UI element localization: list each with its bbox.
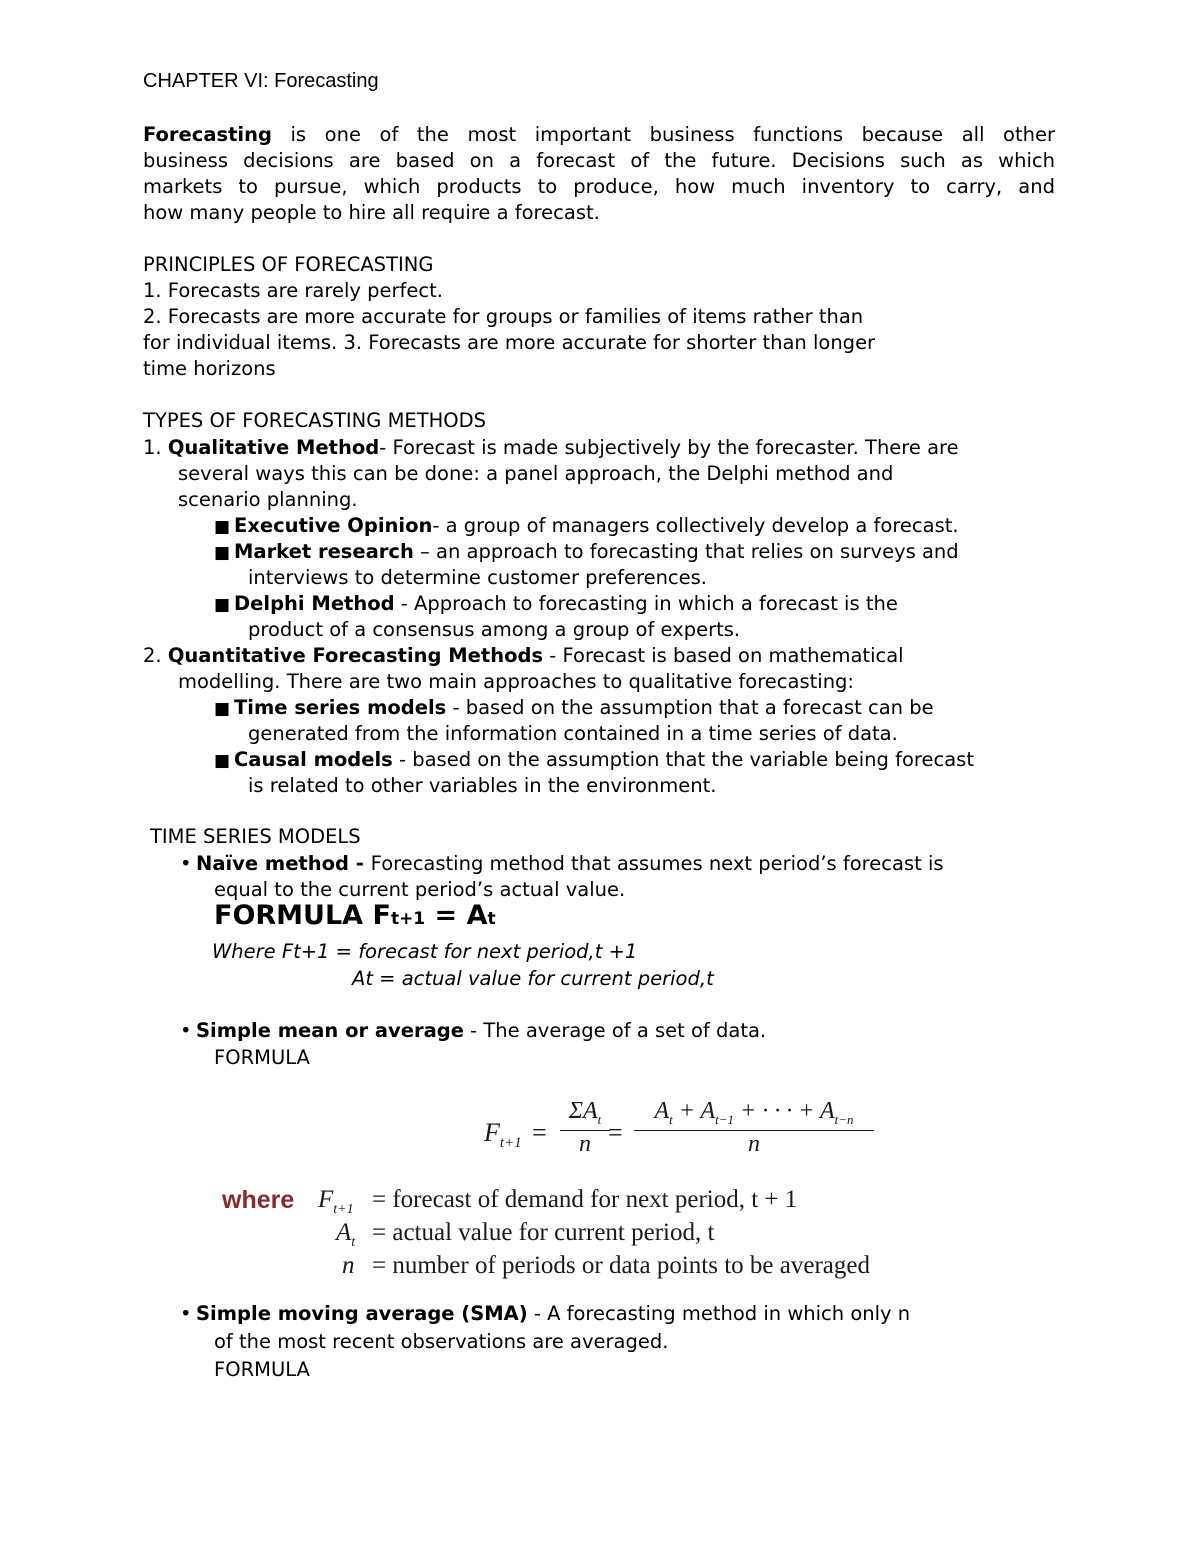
item-desc: - The average of a set of data. <box>463 1019 767 1042</box>
quantitative-line <box>143 644 904 667</box>
list-item-simple-mean <box>180 1019 766 1042</box>
item-term: Simple mean or average <box>196 1019 464 1042</box>
list-item-executive-opinion <box>214 514 959 537</box>
list-item-causal-models <box>214 748 974 771</box>
item-term: Time series models <box>234 696 447 719</box>
item-term: Market research <box>234 540 414 563</box>
quantitative-desc-line: modelling. There are two main approaches to qualitative forecasting: <box>178 670 854 693</box>
item-term: Simple moving average (SMA) <box>196 1302 528 1325</box>
item-desc-continued: of the most recent observations are averaged. <box>214 1330 669 1353</box>
qualitative-line <box>143 436 959 459</box>
formula-equals: = <box>532 1118 547 1147</box>
where-row: $F_{t+1}$ = forecast of demand for next period, t + 1 <box>318 1186 798 1217</box>
intro-line: how many people to hire all require a forecast. <box>143 201 600 224</box>
principles-line: time horizons <box>143 357 276 380</box>
item-term: Causal models <box>234 748 393 771</box>
where-row: n = number of periods or data points to be averaged <box>342 1252 870 1279</box>
principles-line: 2. Forecasts are more accurate for groups or families of items rather than <box>143 305 864 328</box>
formula-subscript: t+1 <box>390 909 426 929</box>
qualitative-term: Qualitative Method <box>167 436 380 459</box>
where-row: $A_t$ = actual value for current period, t <box>336 1219 715 1250</box>
naive-where-line: At = actual value for current period,t <box>352 967 714 990</box>
list-item-time-series-models <box>214 696 934 719</box>
item-desc: - a group of managers collectively develop a forecast. <box>432 514 959 537</box>
formula-equals: = <box>608 1118 623 1147</box>
list-item-delphi-method <box>214 592 898 615</box>
dot-bullet-icon: • <box>180 852 192 875</box>
naive-where-line: Where Ft+1 = forecast for next period,t +1 <box>212 940 638 963</box>
list-item-market-research <box>214 540 959 563</box>
intro-line: business decisions are based on a forecast of the future. Decisions such as which <box>143 149 1055 172</box>
formula-label: FORMULA <box>214 1046 310 1069</box>
item-term: Naïve method - <box>196 852 371 875</box>
item-desc: - Approach to forecasting in which a forecast is the <box>394 592 898 615</box>
quantitative-term: Quantitative Forecasting Methods <box>167 644 544 667</box>
intro-line: markets to pursue, which products to produce, how much inventory to carry, and <box>143 175 1055 198</box>
intro-term: Forecasting <box>143 123 272 146</box>
item-term: Executive Opinion <box>234 514 433 537</box>
square-bullet-icon: ■ <box>214 543 231 563</box>
square-bullet-icon: ■ <box>214 699 231 719</box>
square-bullet-icon: ■ <box>214 595 231 615</box>
item-desc: - A forecasting method in which only n <box>527 1302 911 1325</box>
qualitative-desc-line: several ways this can be done: a panel approach, the Delphi method and <box>178 462 894 485</box>
dot-bullet-icon: • <box>180 1302 192 1325</box>
item-desc-continued: is related to other variables in the environment. <box>248 774 717 797</box>
principles-heading: PRINCIPLES OF FORECASTING <box>143 253 434 276</box>
item-desc: - based on the assumption that a forecast can be <box>446 696 934 719</box>
principles-line: 1. Forecasts are rarely perfect. <box>143 279 443 302</box>
formula-fraction-2: $A_t + A_{t-1}$ + · · · + $A_{t-n}$ n <box>634 1098 874 1158</box>
quantitative-desc: - Forecast is based on mathematical <box>543 644 904 667</box>
intro-line: is one of the most important business functions because all other <box>271 123 1055 146</box>
item-desc: Forecasting method that assumes next period’s forecast is <box>370 852 944 875</box>
intro-paragraph <box>143 122 1055 226</box>
formula-subscript: t <box>487 909 496 929</box>
qualitative-desc-line: scenario planning. <box>178 488 358 511</box>
square-bullet-icon: ■ <box>214 751 231 771</box>
formula-lhs: $F_{t+1}$ <box>484 1118 522 1152</box>
quantitative-number: 2. <box>143 644 168 667</box>
item-desc-continued: equal to the current period’s actual value. <box>214 878 626 901</box>
item-desc-continued: generated from the information contained in a time series of data. <box>248 722 898 745</box>
formula-equals: = A <box>425 900 488 931</box>
formula-label: FORMULA F <box>214 900 391 931</box>
time-series-heading: TIME SERIES MODELS <box>150 825 361 848</box>
qualitative-desc: - Forecast is made subjectively by the forecaster. There are <box>379 436 959 459</box>
types-heading: TYPES OF FORECASTING METHODS <box>143 409 487 432</box>
list-item-naive-method <box>180 852 944 875</box>
formula-fraction-1: $\Sigma A_t$ n <box>560 1098 610 1158</box>
item-term: Delphi Method <box>234 592 395 615</box>
item-desc-continued: interviews to determine customer preferences. <box>248 566 708 589</box>
item-desc-continued: product of a consensus among a group of experts. <box>248 618 741 641</box>
naive-formula <box>214 900 496 931</box>
list-item-sma <box>180 1302 910 1325</box>
item-desc: – an approach to forecasting that relies on surveys and <box>413 540 959 563</box>
where-label: where <box>222 1186 295 1214</box>
principles-line: for individual items. 3. Forecasts are more accurate for shorter than longer <box>143 331 876 354</box>
dot-bullet-icon: • <box>180 1019 192 1042</box>
chapter-header: CHAPTER VI: Forecasting <box>143 70 379 92</box>
item-desc: - based on the assumption that the variable being forecast <box>392 748 974 771</box>
qualitative-number: 1. <box>143 436 168 459</box>
simple-mean-formula <box>484 1098 884 1168</box>
square-bullet-icon: ■ <box>214 517 231 537</box>
formula-label: FORMULA <box>214 1358 310 1381</box>
